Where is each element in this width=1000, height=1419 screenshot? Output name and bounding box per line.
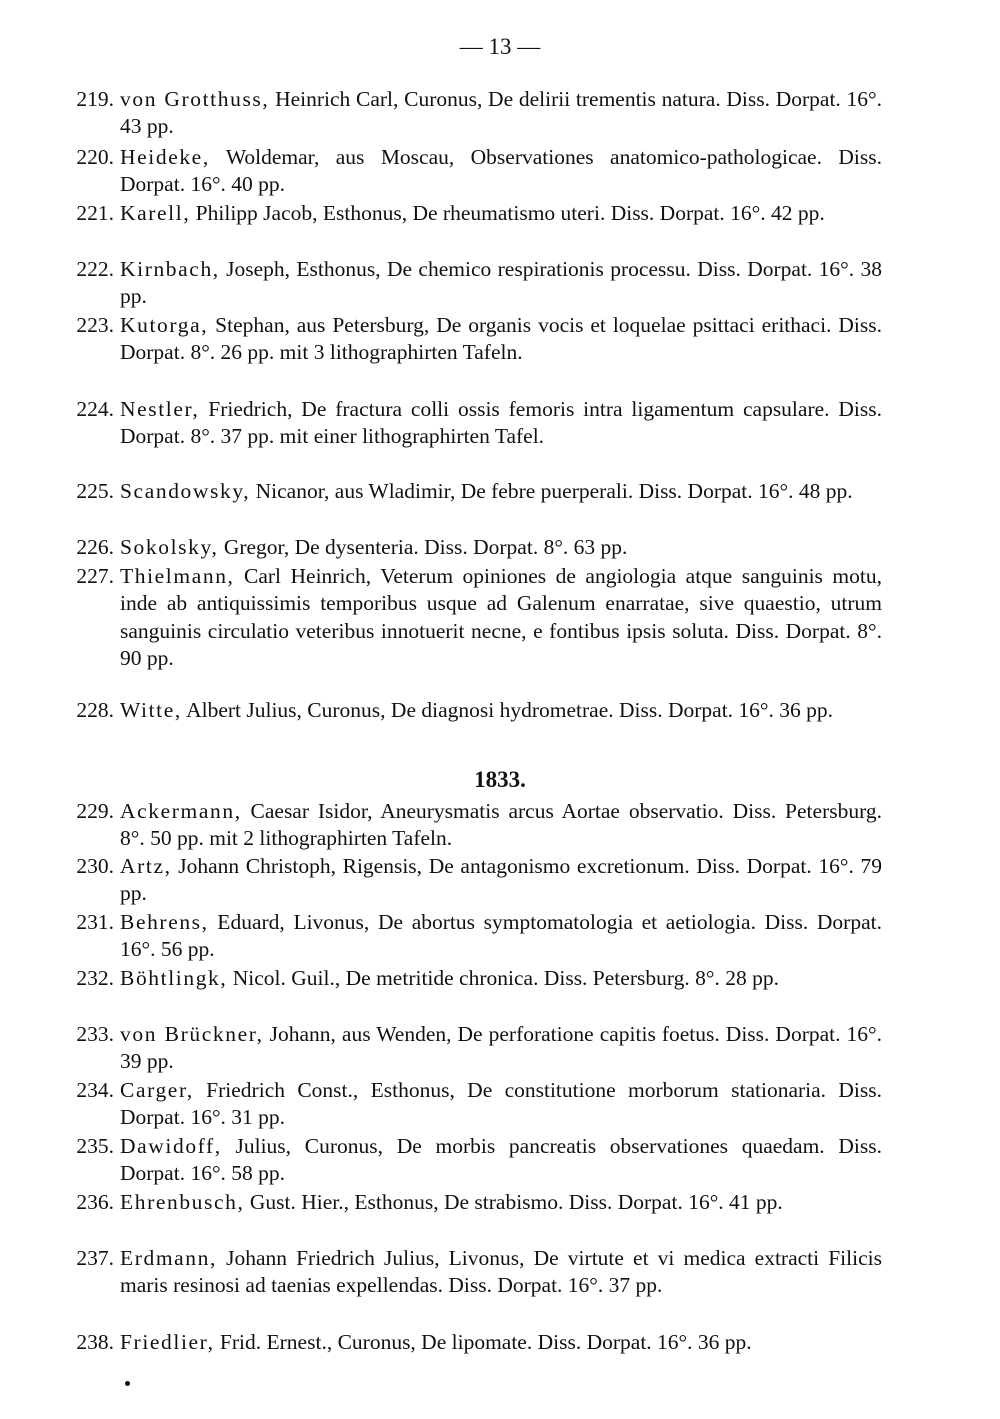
entry-author: Thielmann,	[120, 564, 235, 588]
entry-number: 228.	[76, 698, 114, 722]
bibliography-entry	[76, 144, 882, 199]
entry-author: Behrens,	[120, 910, 209, 934]
entry-author: Karell,	[120, 201, 191, 225]
entry-text: Gust. Hier., Esthonus, De strabismo. Diss. Dorpat. 16°. 41 pp.	[244, 1190, 783, 1214]
bibliography-entry	[76, 534, 882, 561]
entry-author: Dawidoff,	[120, 1134, 222, 1158]
page-number: — 13 —	[459, 34, 541, 59]
entry-number: 219.	[76, 87, 114, 111]
entry-author: Friedlier,	[120, 1330, 215, 1354]
entry-text: Nicol. Guil., De metritide chronica. Diss. Petersburg. 8°. 28 pp.	[227, 966, 779, 990]
entry-author: Scandowsky,	[120, 479, 251, 503]
entry-number: 233.	[76, 1022, 114, 1046]
bibliography-entry	[76, 853, 882, 908]
bibliography-entry	[76, 909, 882, 964]
entry-text: Albert Julius, Curonus, De diagnosi hydrometrae. Diss. Dorpat. 16°. 36 pp.	[181, 698, 834, 722]
entry-author: von Grotthuss,	[120, 87, 270, 111]
entry-text: Gregor, De dysenteria. Diss. Dorpat. 8°. 63 pp.	[218, 535, 628, 559]
entry-author: Ehrenbusch,	[120, 1190, 245, 1214]
entry-author: von Brückner,	[120, 1022, 264, 1046]
bibliography-entry	[76, 86, 882, 141]
entry-author: Witte,	[120, 698, 182, 722]
section-heading-year: 1833.	[474, 767, 526, 792]
bibliography-entry	[76, 965, 882, 992]
bibliography-entry	[76, 697, 882, 724]
entry-number: 231.	[76, 910, 114, 934]
entry-number: 238.	[76, 1330, 114, 1354]
entry-author: Carger,	[120, 1078, 194, 1102]
entry-text: Julius, Curonus, De morbis pancreatis observationes quaedam. Diss. Dorpat. 16°. 58 pp.	[120, 1134, 882, 1186]
entry-number: 225.	[76, 479, 114, 503]
bibliography-entry	[76, 312, 882, 367]
entry-text: Frid. Ernest., Curonus, De lipomate. Diss. Dorpat. 16°. 36 pp.	[214, 1330, 752, 1354]
entry-number: 227.	[76, 564, 114, 588]
entry-text: Philipp Jacob, Esthonus, De rheumatismo uteri. Diss. Dorpat. 16°. 42 pp.	[190, 201, 825, 225]
bibliography-entry	[76, 1245, 882, 1300]
bibliography-entry	[76, 396, 882, 451]
entry-number: 234.	[76, 1078, 114, 1102]
entry-number: 232.	[76, 966, 114, 990]
entry-text: Stephan, aus Petersburg, De organis vocis et loquelae psittaci erithaci. Diss. Dorpat. 8°. 26 pp. mit 3 lithographirten Tafeln.	[120, 313, 882, 365]
entry-text: Johann Friedrich Julius, Livonus, De virtute et vi medica extracti Filicis maris resinosi ad taenias expellendas. Diss. Dorpat. 16°. 37 pp.	[120, 1246, 882, 1298]
bibliography-entry	[76, 798, 882, 853]
entry-number: 222.	[76, 257, 114, 281]
entry-author: Kirnbach,	[120, 257, 220, 281]
entry-text: Heinrich Carl, Curonus, De delirii trementis natura. Diss. Dorpat. 16°. 43 pp.	[120, 87, 882, 139]
entry-text: Friedrich, De fractura colli ossis femoris intra ligamentum capsulare. Diss. Dorpat. 8°. 37 pp. mit einer lithographirten Tafel.	[120, 397, 882, 449]
bibliography-entry	[76, 200, 882, 227]
entry-number: 236.	[76, 1190, 114, 1214]
bibliography-entry	[76, 1329, 882, 1356]
entry-text: Friedrich Const., Esthonus, De constitutione morborum stationaria. Diss. Dorpat. 16°. 31 pp.	[120, 1078, 882, 1130]
entry-author: Ackermann,	[120, 799, 242, 823]
entry-text: Eduard, Livonus, De abortus symptomatologia et aetiologia. Diss. Dorpat. 16°. 56 pp.	[120, 910, 882, 962]
bibliography-entry	[76, 256, 882, 311]
entry-author: Nestler,	[120, 397, 200, 421]
entry-number: 230.	[76, 854, 114, 878]
print-speck	[125, 1381, 130, 1386]
entry-author: Sokolsky,	[120, 535, 219, 559]
entry-number: 237.	[76, 1246, 114, 1270]
entry-number: 226.	[76, 535, 114, 559]
entry-text: Johann Christoph, Rigensis, De antagonismo excretionum. Diss. Dorpat. 16°. 79 pp.	[120, 854, 882, 906]
entry-number: 221.	[76, 201, 114, 225]
entry-number: 229.	[76, 799, 114, 823]
entry-text: Nicanor, aus Wladimir, De febre puerperali. Diss. Dorpat. 16°. 48 pp.	[250, 479, 853, 503]
entry-number: 224.	[76, 397, 114, 421]
bibliography-entry	[76, 563, 882, 672]
entry-author: Kutorga,	[120, 313, 209, 337]
entry-number: 220.	[76, 145, 114, 169]
entry-author: Heideke,	[120, 145, 210, 169]
entry-author: Erdmann,	[120, 1246, 217, 1270]
entry-number: 223.	[76, 313, 114, 337]
entry-text: Joseph, Esthonus, De chemico respirationis processu. Diss. Dorpat. 16°. 38 pp.	[120, 257, 882, 309]
bibliography-entry	[76, 1189, 882, 1216]
bibliography-entry	[76, 1077, 882, 1132]
bibliography-entry	[76, 1133, 882, 1188]
entry-number: 235.	[76, 1134, 114, 1158]
entry-author: Artz,	[120, 854, 172, 878]
entry-text: Caesar Isidor, Aneurysmatis arcus Aortae observatio. Diss. Petersburg. 8°. 50 pp. mit 2 lithographirten Tafeln.	[120, 799, 882, 851]
entry-text: Johann, aus Wenden, De perforatione capitis foetus. Diss. Dorpat. 16°. 39 pp.	[120, 1022, 882, 1074]
entry-text: Woldemar, aus Moscau, Observationes anatomico-pathologicae. Diss. Dorpat. 16°. 40 pp.	[120, 145, 882, 197]
entry-author: Böhtlingk,	[120, 966, 228, 990]
entry-text: Carl Heinrich, Veterum opiniones de angiologia atque sanguinis motu, inde ab antiquissimis temporibus usque ad Galenum enarratae, sive quaestio, utrum sanguinis circulatio veteribus innotuerit necne, e fontibus ipsis soluta. Diss. Dorpat. 8°. 90 pp.	[120, 564, 882, 670]
bibliography-entry	[76, 478, 882, 505]
bibliography-entry	[76, 1021, 882, 1076]
